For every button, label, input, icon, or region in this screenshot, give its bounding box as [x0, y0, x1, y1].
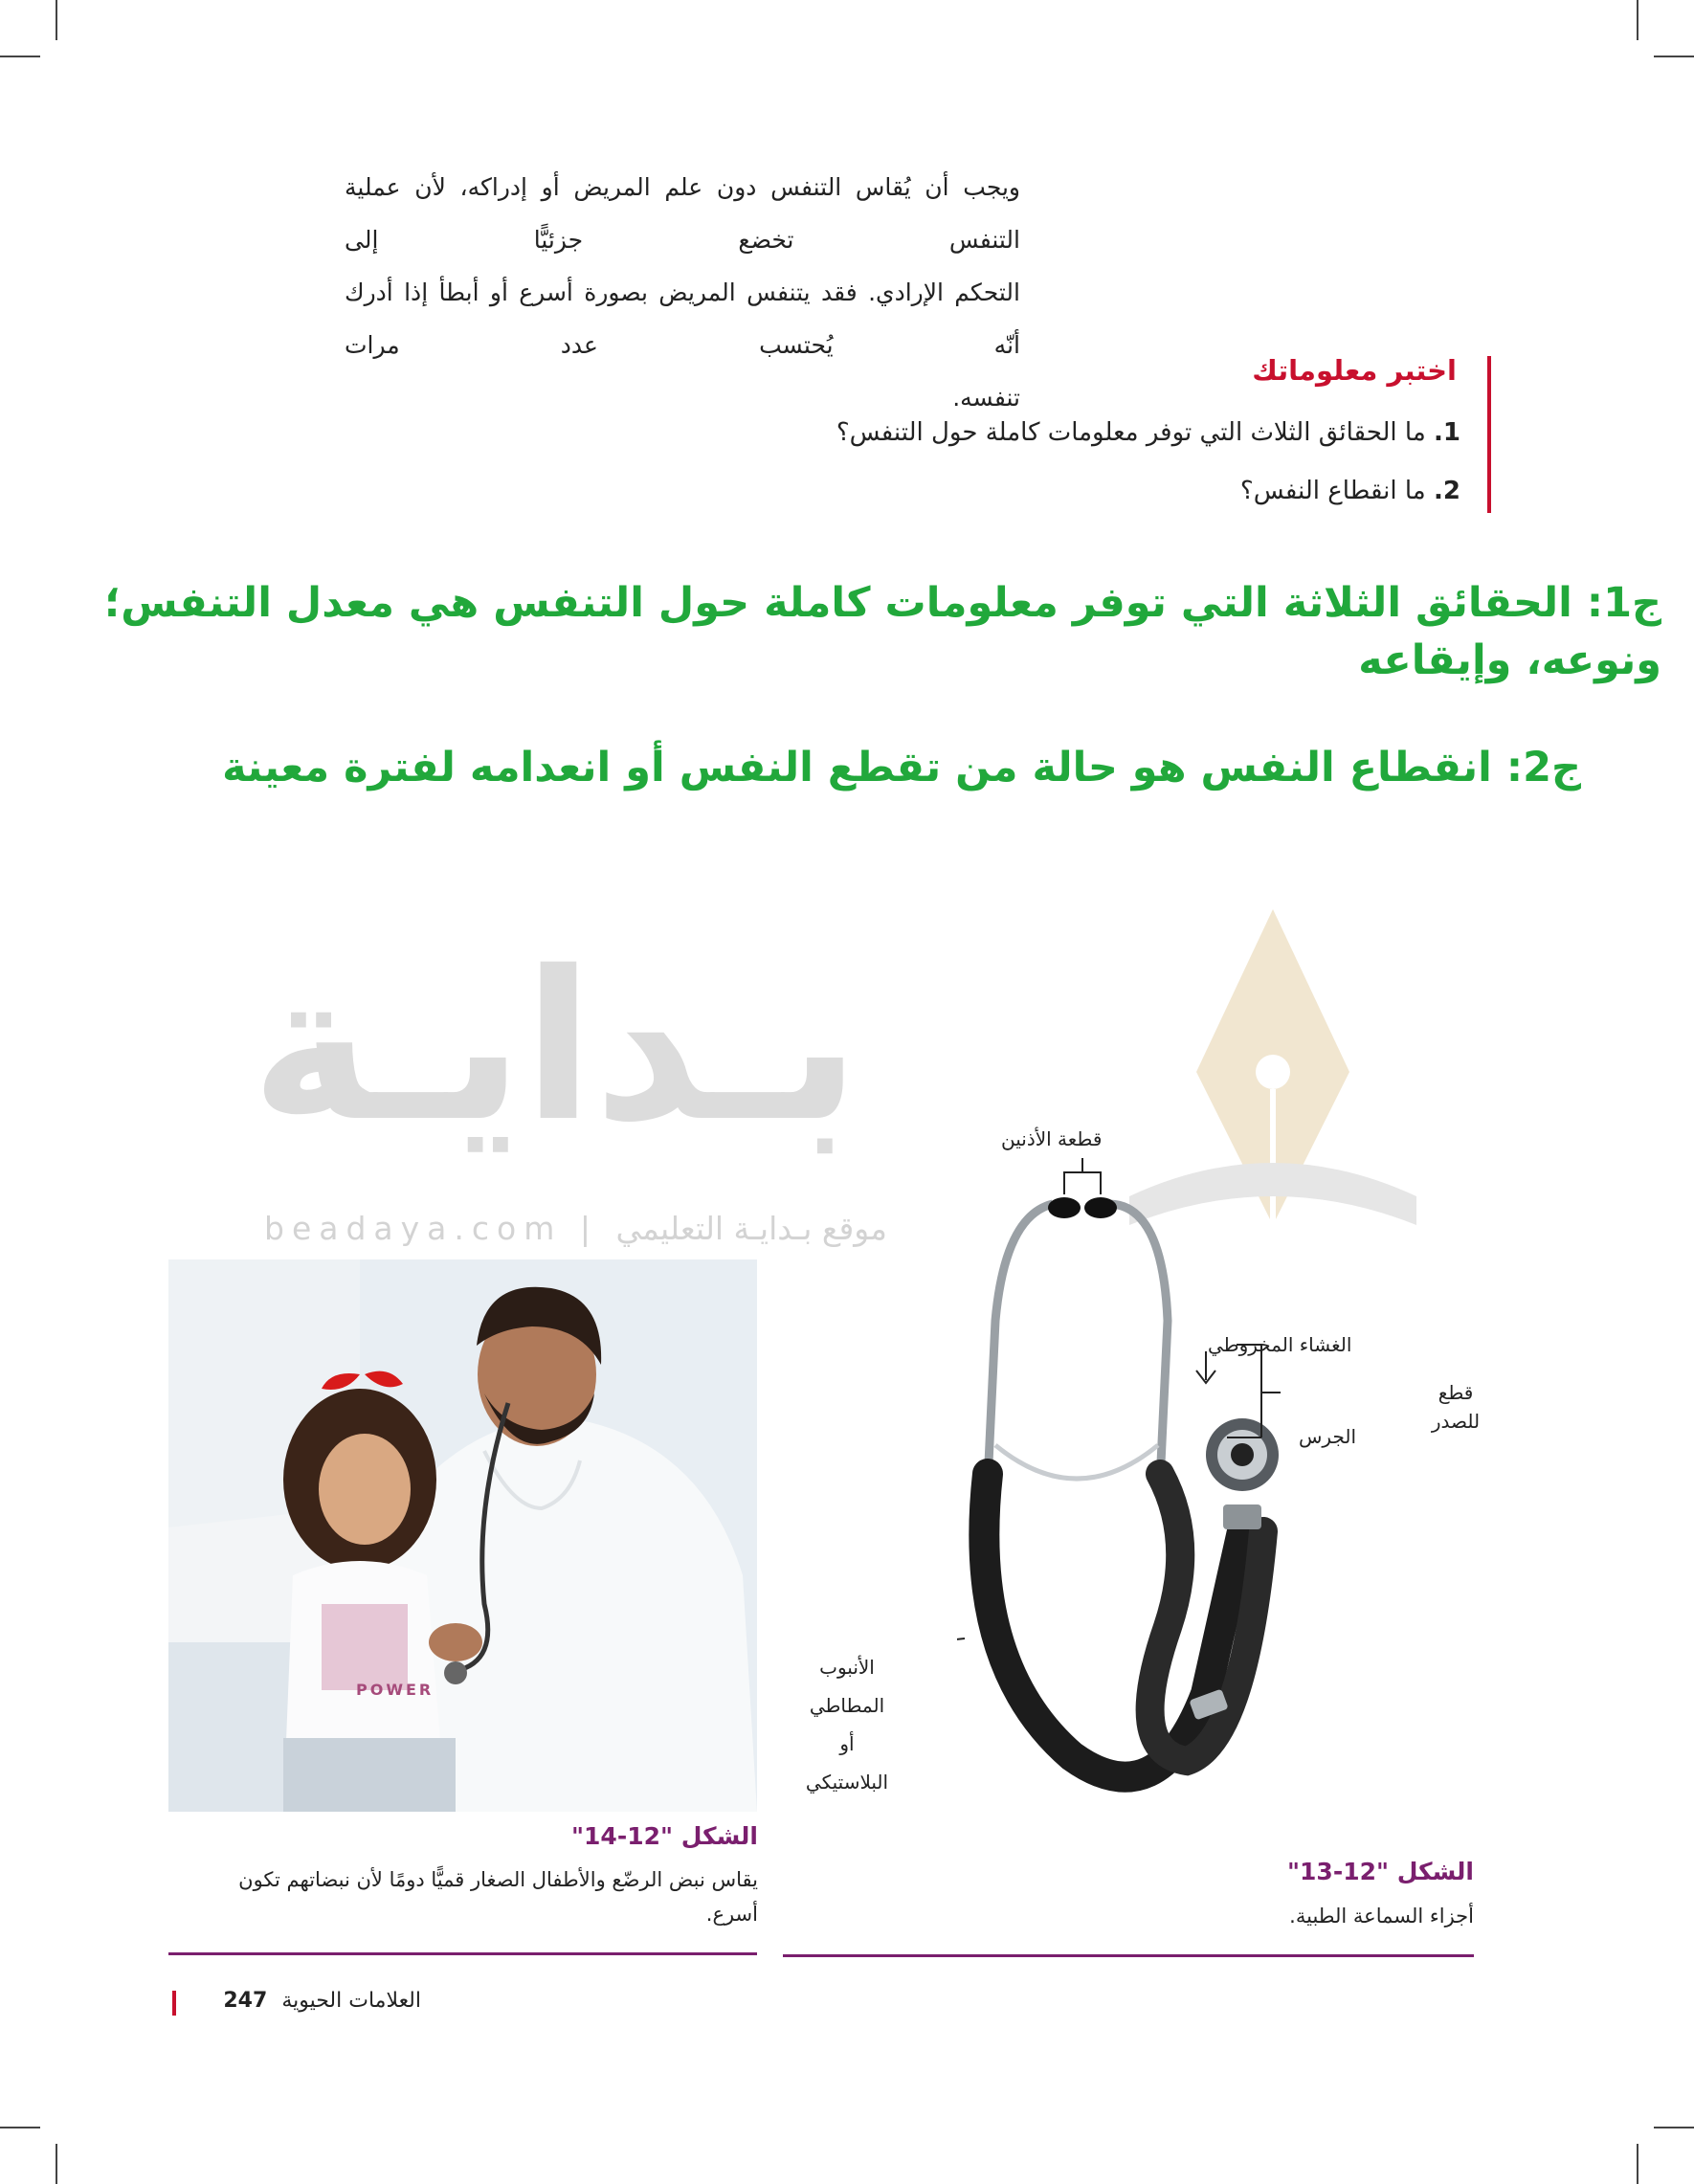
crop-mark	[0, 2127, 40, 2128]
label-tube-line: المطاطي	[809, 1694, 885, 1717]
question-text: ما انقطاع النفس؟	[1239, 477, 1426, 505]
figure-13-rule	[783, 1954, 1474, 1957]
label-tube-line: أو	[839, 1732, 855, 1755]
paragraph-line: تنفسه.	[952, 384, 1020, 412]
figure-14-caption	[169, 1862, 758, 1931]
paragraph-line: التحكم الإرادي. فقد يتنفس المريض بصورة أسرع أو أبطأ إذا أدرك أنّه يُحتسب عدد مرات	[345, 279, 1020, 359]
crop-mark	[1637, 0, 1638, 40]
paragraph-line: ويجب أن يُقاس التنفس دون علم المريض أو إدراكه، لأن عملية التنفس تخضع جزئيًّا إلى	[345, 173, 1020, 254]
question-number: 1.	[1434, 418, 1460, 447]
crop-mark	[1654, 56, 1694, 57]
page-footer	[223, 1989, 421, 2013]
crop-mark	[0, 56, 40, 57]
quiz-title: اختبر معلوماتك	[1252, 354, 1457, 387]
question-text: ما الحقائق الثلاث التي توفر معلومات كاملة حول التنفس؟	[836, 418, 1426, 447]
caption-line: يقاس نبض الرضّع والأطفال الصغار قميًّا دومًا لأن نبضاتهم تكون	[238, 1868, 758, 1891]
figure-13-caption: أجزاء السماعة الطبية.	[1289, 1905, 1474, 1928]
label-earpieces: قطعة الأذنين	[1001, 1127, 1103, 1150]
quiz-question-2	[1240, 477, 1460, 505]
label-tube-line: الأنبوب	[819, 1656, 875, 1679]
answer-1	[104, 574, 1661, 689]
doctor-child-photo	[168, 1259, 757, 1812]
caption-line: أسرع.	[705, 1903, 758, 1926]
label-chest-piece: قطع للصدر	[1431, 1381, 1481, 1433]
figure-14-rule	[168, 1952, 757, 1955]
figure-14-title: الشكل "12-14"	[571, 1822, 758, 1850]
answer-1-line-2: ونوعه، وإيقاعه	[1358, 636, 1661, 684]
answer-1-line-1: ج1: الحقائق الثلاثة التي توفر معلومات كاملة حول التنفس هي معدل التنفس؛	[104, 579, 1661, 627]
label-tube	[804, 1648, 890, 1801]
watermark-brand: بـدايـة	[251, 926, 860, 1167]
quiz-accent-bar	[1487, 356, 1491, 513]
stethoscope-illustration	[957, 1129, 1388, 1799]
photo-illustration	[168, 1259, 757, 1812]
chapter-title: العلامات الحيوية	[281, 1989, 421, 2013]
crop-mark	[56, 2144, 57, 2184]
answer-2: ج2: انقطاع النفس هو حالة من تقطع النفس أو انعدامه لفترة معينة	[222, 744, 1581, 791]
crop-mark	[56, 0, 57, 40]
label-bell: الجرس	[1299, 1425, 1357, 1448]
question-number: 2.	[1434, 477, 1460, 505]
shirt-text: POWER	[356, 1681, 435, 1699]
figure-13-title: الشكل "12-13"	[1287, 1858, 1474, 1885]
quiz-question-1	[836, 418, 1460, 447]
label-diaphragm: الغشاء المخروطي	[1208, 1333, 1352, 1356]
footer-bar	[172, 1991, 176, 2016]
crop-mark	[1637, 2144, 1638, 2184]
crop-mark	[1654, 2127, 1694, 2128]
body-paragraph	[345, 161, 1020, 424]
page-number: 247	[223, 1989, 268, 2013]
label-tube-line: البلاستيكي	[805, 1771, 889, 1794]
watermark-url: beadaya.com | موقع بـدايـة التعليمي	[264, 1210, 887, 1247]
